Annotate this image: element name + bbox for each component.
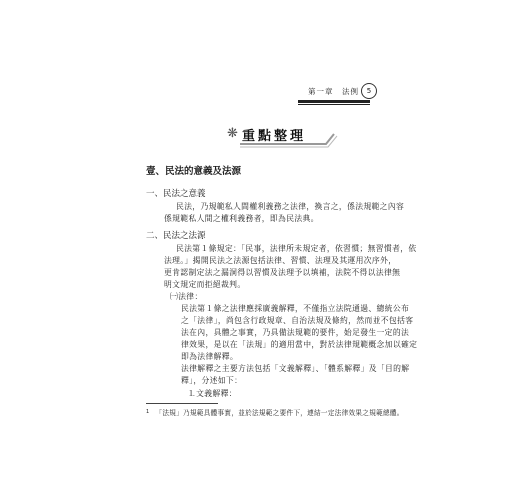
subitem-label: ㈠法律：: [170, 292, 203, 301]
body-line: 係規範私人間之權利義務者，即為民法典。: [164, 214, 319, 223]
body-line: 民法第１條之法律應採廣義解釋，不僅指立法院通過、總統公布: [181, 304, 410, 313]
body-line: 之「法律」，尚包含行政規章、自治法規及條約，然而並不包括客: [181, 316, 414, 325]
body-line: 法理。」揭開民法之法源包括法律、習慣、法理及其運用次序外，: [164, 256, 397, 265]
body-line: 釋」，分述如下：: [181, 376, 243, 385]
body-line: 民法，乃規範私人間權利義務之法律，換言之，係法規範之內容: [176, 202, 405, 211]
section-title: 壹、民法的意義及法源: [146, 166, 242, 177]
banner-title: 重點整理: [242, 129, 307, 144]
item-heading: 二、民法之法源: [146, 231, 206, 241]
subsub-label: ⒈文義解釋：: [188, 389, 237, 398]
footnote-text: 「法規」乃規範具體事實，並於法規範之要件下，連結一定法律效果之規範總體。: [155, 409, 404, 417]
body-line: 即為法律解釋。: [181, 352, 239, 361]
body-line: 律效果，是以在「法規」的適用當中，對於法律規範概念加以確定: [181, 340, 418, 349]
page-number: 5: [361, 83, 377, 99]
footnote-mark: 1: [146, 409, 150, 415]
chapter-title: 第一章 法例: [308, 87, 359, 96]
item-heading: 一、民法之意義: [146, 189, 206, 199]
body-line: 法在內，具體之事實，乃具備法規範的要件，始足發生一定的法: [181, 328, 410, 337]
star-icon: ❋: [227, 126, 238, 141]
body-line: 法律解釋之主要方法包括「文義解釋」、「體系解釋」及「目的解: [181, 364, 410, 373]
body-line: 明文規定而拒絕裁判。: [164, 280, 246, 289]
body-line: 民法第１條規定：「民事，法律所未規定者，依習慣；無習慣者，依: [176, 244, 417, 253]
body-line: 更肯認制定法之漏洞得以習慣及法理予以填補，法院不得以法律無: [164, 268, 401, 277]
